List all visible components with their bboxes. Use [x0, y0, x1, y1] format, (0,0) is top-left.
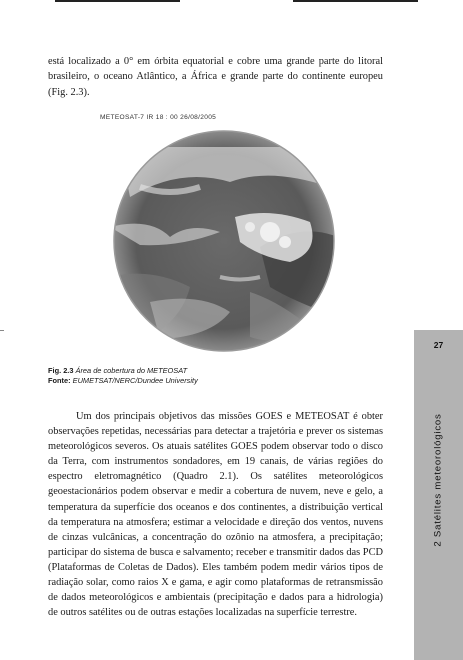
page-number: 27: [433, 340, 444, 350]
body-paragraph: Um dos principais objetivos das missões GOES e METEOSAT é obter observações repetidas, necessárias para detectar a trajetória e prever os sistemas meteorológicos severos. Os atuais satélites GOES podem observar todo o disco da Terra, com instrumentos sondadores, em 19 canais, de várias regiões do espectro eletromagnético (Quadro 2.1). Os satélites meteorológicos geoestacionários podem observar e medir a cobertura de nuvem, neve e gelo, a temperatura da superfície dos oceanos e dos continentes, a distribuição vertical da temperatura na atmosfera; estimar a velocidade e direção dos ventos, nuvens de cinzas vulcânicas, a concentração do ozônio na atmosfera, a precipitação; participar do sistema de busca e salvamento; receber e transmitir dados das PCD (Plataformas de Coletas de Dados). Eles também podem medir vários tipos de radiação solar, como raios X e gama, e agir como plataformas de retransmissão de dados meteorológicos e ambientais (precipitação e dados para a hidrologia) de outros satélites ou de outras estações localizadas na superfície terrestre.: [48, 411, 383, 619]
top-rule-left: [55, 0, 180, 2]
top-rule-right: [293, 0, 418, 2]
figure-title: Área de cobertura do METEOSAT: [75, 366, 188, 375]
chapter-tab-label: 2 Satélites meteorológicos: [432, 413, 444, 547]
figure-caption: [48, 366, 198, 387]
intro-paragraph: está localizado a 0° em órbita equatorial e cobre uma grande parte do litoral brasileiro, o oceano Atlântico, a África e grande parte do continente europeu (Fig. 2.3).: [48, 56, 383, 98]
figure-number: Fig. 2.3: [48, 366, 74, 375]
figure-source-label: Fonte:: [48, 376, 71, 386]
meteosat-globe-image: [110, 127, 338, 355]
crop-mark: [0, 330, 4, 331]
satellite-image-label: METEOSAT-7 IR 18 : 00 26/08/2005: [100, 114, 217, 121]
figure-source: EUMETSAT/NERC/Dundee University: [72, 376, 198, 386]
